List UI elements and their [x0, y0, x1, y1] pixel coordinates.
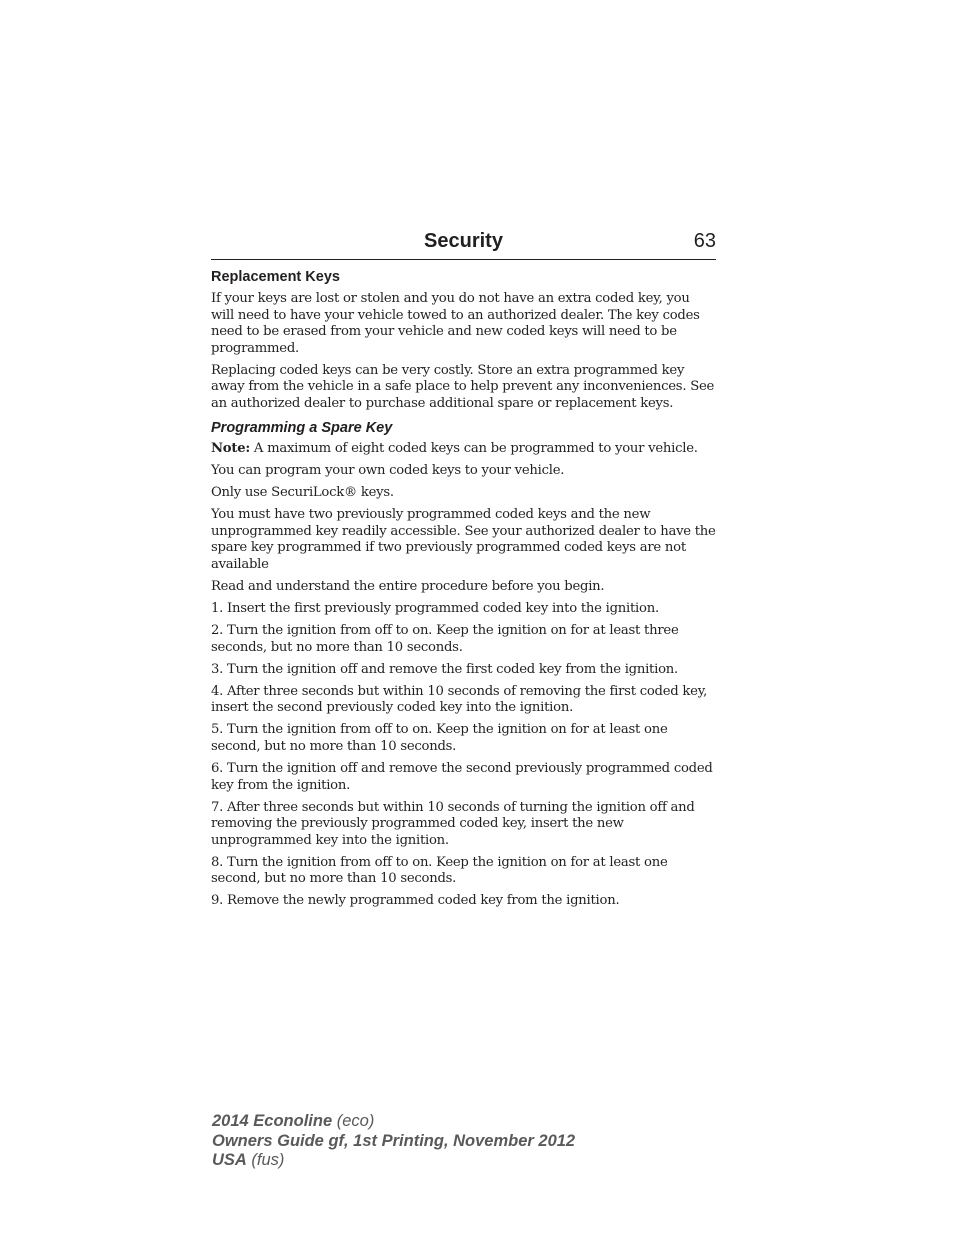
footer-line-2: [212, 1132, 575, 1152]
footer-line-1: [212, 1112, 575, 1132]
note-label: Note:: [211, 441, 250, 457]
step-2: 2. Turn the ignition from off to on. Keep the ignition on for at least three seconds, but no more than 10 seconds.: [211, 623, 679, 655]
footer-market: USA: [212, 1151, 247, 1169]
footer-model: 2014 Econoline: [212, 1112, 333, 1130]
requirements-paragraph: You must have two previously programmed coded keys and the new unprogrammed key readily accessible. See your authorized dealer to have the spare key programmed if two previously programmed coded keys are not available: [211, 507, 716, 572]
step-6: 6. Turn the ignition off and remove the second previously programmed coded key from the ignition.: [211, 761, 713, 793]
page-content: [211, 226, 716, 915]
replacement-paragraph-1: If your keys are lost or stolen and you do not have an extra coded key, you will need to have your vehicle towed to an authorized dealer. The key codes need to be erased from your vehicle and new coded keys will need to be programmed.: [211, 291, 700, 356]
page-number: 63: [693, 230, 716, 252]
programming-spare-key-heading: Programming a Spare Key: [211, 420, 393, 437]
step-7: 7. After three seconds but within 10 seconds of turning the ignition off and removing the previously programmed coded key, insert the new unprogrammed key into the ignition.: [211, 799, 695, 848]
replacement-keys-heading: Replacement Keys: [211, 269, 340, 285]
step-5: 5. Turn the ignition from off to on. Keep the ignition on for at least one second, but no more than 10 seconds.: [211, 722, 668, 754]
step-8: 8. Turn the ignition from off to on. Keep the ignition on for at least one second, but no more than 10 seconds.: [211, 854, 668, 887]
page-header: [211, 226, 716, 260]
footer-model-code: (eco): [332, 1112, 375, 1130]
page-footer: [212, 1112, 575, 1171]
step-3: 3. Turn the ignition off and remove the first coded key from the ignition.: [211, 661, 678, 677]
step-1: 1. Insert the first previously programmed coded key into the ignition.: [211, 601, 659, 617]
note-paragraph: [211, 441, 716, 458]
page-title: Security: [424, 230, 503, 252]
own-keys-paragraph: You can program your own coded keys to your vehicle.: [211, 463, 565, 479]
replacement-paragraph-2: Replacing coded keys can be very costly. Store an extra programmed key away from the vehicle in a safe place to help prevent any inconveniences. See an authorized dealer to purchase additional spare or replacement keys.: [211, 362, 715, 411]
step-4: 4. After three seconds but within 10 seconds of removing the first coded key, insert the second previously coded key into the ignition.: [211, 683, 708, 716]
securilock-paragraph: Only use SecuriLock® keys.: [211, 485, 394, 501]
step-9: 9. Remove the newly programmed coded key from the ignition.: [211, 893, 620, 909]
footer-line-3: [212, 1151, 575, 1171]
read-procedure-paragraph: Read and understand the entire procedure before you begin.: [211, 578, 605, 594]
note-text: A maximum of eight coded keys can be programmed to your vehicle.: [249, 441, 698, 457]
footer-market-code: (fus): [246, 1151, 285, 1169]
footer-printing: Owners Guide gf, 1st Printing, November 2012: [212, 1131, 576, 1150]
